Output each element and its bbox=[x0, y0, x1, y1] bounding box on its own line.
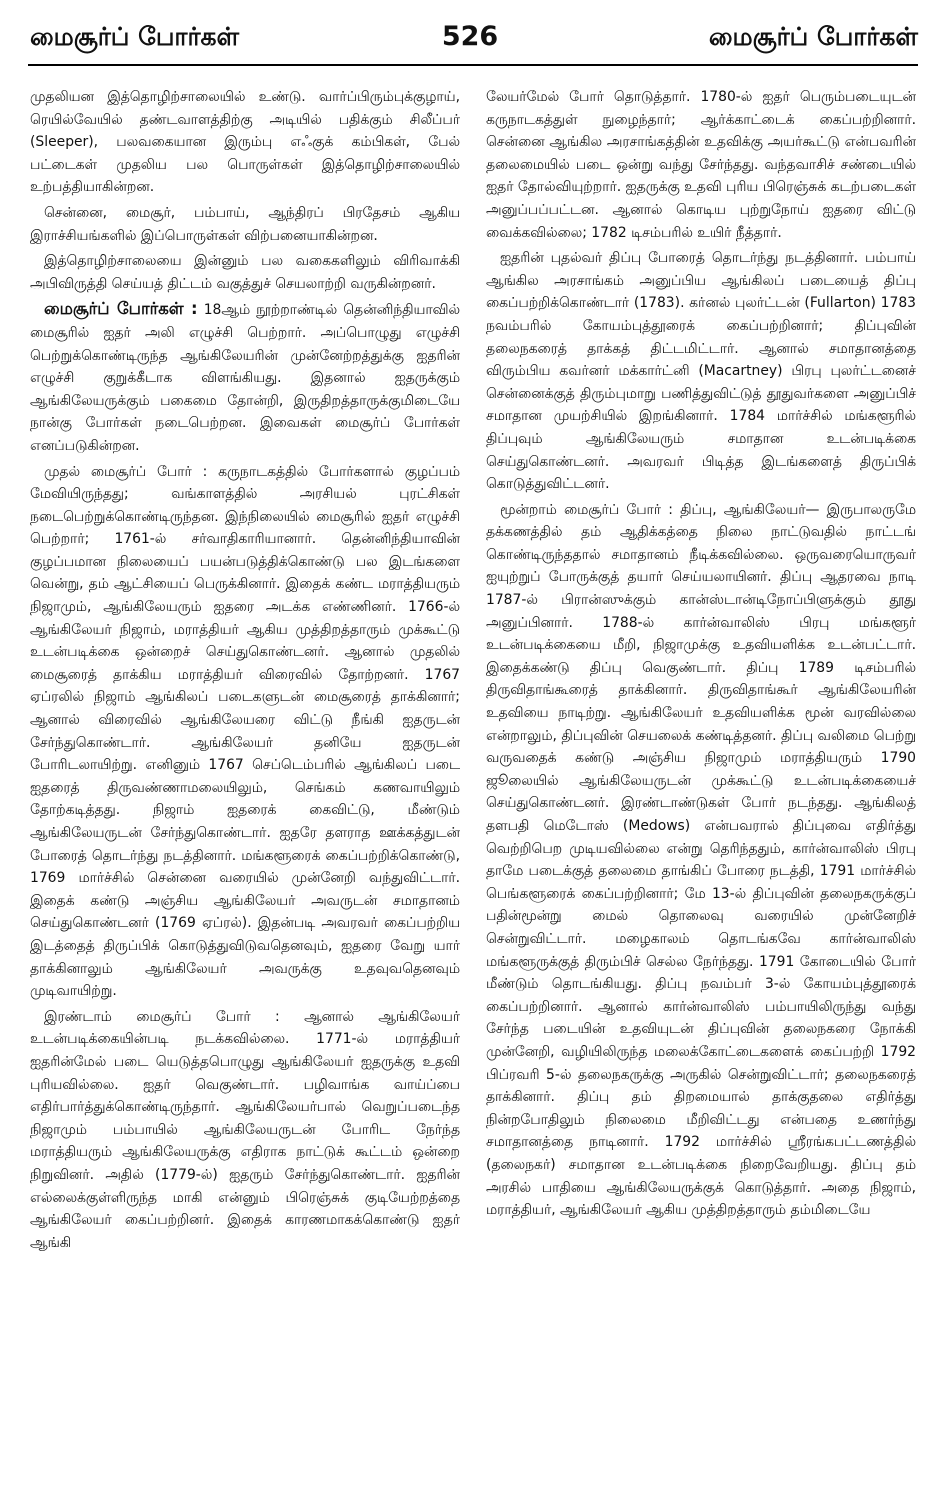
article-heading: மைசூர்ப் போர்கள் : bbox=[44, 299, 198, 319]
paragraph: சென்னை, மைசூர், பம்பாய், ஆந்திரப் பிரதேசம் ஆகிய இராச்சியங்களில் இப்பொருள்கள் விற்பனையாகின்றன. bbox=[30, 204, 460, 244]
paragraph: இத்தொழிற்சாலையை இன்னும் பல வகைகளிலும் விரிவாக்கி அபிவிருத்தி செய்யத் திட்டம் வகுத்துச் செயலாற்றி வருகின்றனர். bbox=[30, 253, 460, 292]
paragraph: லேயர்மேல் போர் தொடுத்தார். 1780-ல் ஐதர் பெரும்படையுடன் கருநாடகத்துள் நுழைந்தார்; ஆர்க்காட்டைக் கைப்பற்றினார். சென்னை ஆங்கில அரசாங்கத்தின் உதவிக்கு அயர்கூட்டு என்பவரின் தலைமையில் படை ஒன்று வந்து சேர்ந்தது. வந்தவாசிச் சண்டையில் ஐதர் தோல்வியுற்றார். ஐதருக்கு உதவி புரிய பிரெஞ்சுக் கடற்படைகள் அனுப்பப்பட்டன. ஆனால் கொடிய புற்றுநோய் ஐதரை விட்டு வைக்கவில்லை; 1782 டிசம்பரில் உயிர் நீத்தார். bbox=[486, 89, 916, 241]
running-head-left: மைசூர்ப் போர்கள் bbox=[30, 22, 240, 51]
article-text: 18ஆம் நூற்றாண்டில் தென்னிந்தியாவில் மைசூரில் ஐதர் அலி எழுச்சி பெற்றார். அப்பொழுது எழுச்சி பெற்றுக்கொண்டிருந்த ஆங்கிலேயரின் முன்னேற்றத்துக்கு ஐதரின் எழுச்சி குறுக்கீடாக விளங்கியது. இதனால் ஐதருக்கும் ஆங்கிலேயருக்கும் பகைமை தோன்றி, இருதிறத்தாருக்குமிடையே நான்கு போர்கள் நடைபெற்றன. இவைகள் மைசூர்ப் போர்கள் எனப்படுகின்றன. bbox=[30, 302, 460, 454]
article-entry bbox=[30, 298, 460, 457]
header-rule bbox=[28, 64, 918, 66]
running-head-right: மைசூர்ப் போர்கள் bbox=[708, 22, 918, 51]
right-column bbox=[486, 86, 916, 1486]
paragraph: மூன்றாம் மைசூர்ப் போர் : திப்பு, ஆங்கிலேயர்— இருபாலருமே தக்கணத்தில் தம் ஆதிக்கத்தை நிலை நாட்டுவதில் நாட்டங் கொண்டிருந்ததால் சமாதானம் நீடிக்கவில்லை. ஒருவரையொருவர் ஐயுற்றுப் போருக்குத் தயார் செய்யலாயினர். திப்பு ஆதரவை நாடி 1787-ல் பிரான்ஸுக்கும் கான்ஸ்டான்டிநோப்பிளுக்கும் தூது அனுப்பினார். 1788-ல் கார்ன்வாலிஸ் பிரபு மங்களூர் உடன்படிக்கையை மீறி, நிஜாமுக்கு உதவியளிக்க உடன்பட்டார். இதைக்கண்டு திப்பு வெகுண்டார். திப்பு 1789 டிசம்பரில் திருவிதாங்கூரைத் தாக்கினார். திருவிதாங்கூர் ஆங்கிலேயரின் உதவியை நாடிற்று. ஆங்கிலேயர் உதவியளிக்க மூன் வரவில்லை என்றாலும், திப்புவின் செயலைக் கண்டித்தனர். திப்பு வலிமை பெற்று வருவதைக் கண்டு அஞ்சிய நிஜாமும் மராத்தியரும் 1790 ஜூலையில் ஆங்கிலேயருடன் முக்கூட்டு உடன்படிக்கையைச் செய்துகொண்டனர். இரண்டாண்டுகள் போர் நடந்தது. ஆங்கிலத் தளபதி மெடோஸ் (Medows) என்பவரால் திப்புவை எதிர்த்து வெற்றிபெற முடியவில்லை என்று தெரிந்ததும், கார்ன்வாலிஸ் பிரபு தாமே படைக்குத் தலைமை தாங்கிப் போரை நடத்தி, 1791 மார்ச்சில் பெங்களூரைக் கைப்பற்றினார்; மே 13-ல் திப்புவின் தலைநகருக்குப் பதின்மூன்று மைல் தொலைவு வரையில் முன்னேறிச் சென்றுவிட்டார். மழைகாலம் தொடங்கவே கார்ன்வாலிஸ் மங்களூருக்குத் திரும்பிச் செல்ல நேர்ந்தது. 1791 கோடையில் போர் மீண்டும் தொடங்கியது. திப்பு நவம்பர் 3-ல் கோயம்புத்தூரைக் கைப்பற்றினார். ஆனால் கார்ன்வாலிஸ் பம்பாயிலிருந்து வந்து சேர்ந்த படையின் உதவியுடன் திப்புவின் தலைநகரை நோக்கி முன்னேறி, வழியிலிருந்த மலைக்கோட்டைகளைக் கைப்பற்றி 1792 பிப்ரவரி 5-ல் தலைநகருக்கு அருகில் சென்றுவிட்டார்; தலைநகரைத் தாக்கினார். திப்பு தம் திறமையால் தாக்குதலை எதிர்த்து நின்றபோதிலும் நிலைமை மீறிவிட்டது என்பதை உணர்ந்து சமாதானத்தை நாடினார். 1792 மார்ச்சில் ஸ்ரீரங்கபட்டணத்தில் (தலைநகர்) சமாதான உடன்படிக்கை நிறைவேறியது. திப்பு தம் அரசில் பாதியை ஆங்கிலேயருக்குக் கொடுத்தார். அதை நிஜாம், மராத்தியர், ஆங்கிலேயர் ஆகிய முத்திறத்தாரும் தம்மிடையே bbox=[486, 501, 916, 1219]
paragraph: முதல் மைசூர்ப் போர் : கருநாடகத்தில் போர்களால் குழப்பம் மேவியிருந்தது; வங்காளத்தில் அரசியல் புரட்சிகள் நடைபெற்றுக்கொண்டிருந்தன. இந்நிலையில் மைசூரில் ஐதர் எழுச்சி பெற்றார்; 1761-ல் சர்வாதிகாரியானார். தென்னிந்தியாவின் குழப்பமான நிலையைப் பயன்படுத்திக்கொண்டு பல இடங்களை வென்று, தம் ஆட்சியைப் பெருக்கினார். இதைக் கண்ட மராத்தியரும் நிஜாமும், ஆங்கிலேயரும் ஐதரை அடக்க எண்ணினர். 1766-ல் ஆங்கிலேயர் நிஜாம், மராத்தியர் ஆகிய முத்திறத்தாரும் முக்கூட்டு உடன்படிக்கை ஒன்றைச் செய்துகொண்டனர். ஆனால் முதலில் மைசூரைத் தாக்கிய மராத்தியர் விரைவில் தோற்றனர். 1767 ஏப்ரலில் நிஜாம் ஆங்கிலப் படைகளுடன் மைசூரைத் தாக்கினார்; ஆனால் விரைவில் ஆங்கிலேயரை விட்டு நீங்கி ஐதருடன் சேர்ந்துகொண்டார். ஆங்கிலேயர் தனியே ஐதருடன் போரிடலாயிற்று. எனினும் 1767 செப்டெம்பரில் ஆங்கிலப் படை ஐதரைத் திருவண்ணாமலையிலும், செங்கம் கணவாயிலும் தோற்கடித்தது. நிஜாம் ஐதரைக் கைவிட்டு, மீண்டும் ஆங்கிலேயருடன் சேர்ந்துகொண்டார். ஐதரே தளராத ஊக்கத்துடன் போரைத் தொடர்ந்து நடத்தினார். மங்களூரைக் கைப்பற்றிக்கொண்டு, 1769 மார்ச்சில் சென்னை வரையில் முன்னேறி வந்துவிட்டார். இதைக் கண்டு அஞ்சிய ஆங்கிலேயர் அவருடன் சமாதானம் செய்துகொண்டனர் (1769 ஏப்ரல்). இதன்படி அவரவர் கைப்பற்றிய இடத்தைத் திருப்பிக் கொடுத்துவிடுவதெனவும், ஐதரை வேறு யார் தாக்கினாலும் ஆங்கிலேயர் அவருக்கு உதவுவதெனவும் முடிவாயிற்று. bbox=[30, 463, 460, 1000]
page-number: 526 bbox=[441, 21, 499, 52]
paragraph: ஐதரின் புதல்வர் திப்பு போரைத் தொடர்ந்து நடத்தினார். பம்பாய் ஆங்கில அரசாங்கம் அனுப்பிய ஆங்கிலப் படையைத் திப்பு கைப்பற்றிக்கொண்டார் (1783). கர்னல் புலர்ட்டன் (Fullarton) 1783 நவம்பரில் கோயம்புத்தூரைக் கைப்பற்றினார்; திப்புவின் தலைநகரைத் தாக்கத் திட்டமிட்டார். ஆனால் சமாதானத்தை விரும்பிய கவர்னர் மக்கார்ட்னி (Macartney) பிரபு புலர்ட்டனைச் சென்னைக்குத் திரும்புமாறு பணித்துவிட்டுத் தூதுவர்களை அனுப்பிச் சமாதான முயற்சியில் இறங்கினார். 1784 மார்ச்சில் மங்களூரில் திப்புவும் ஆங்கிலேயரும் சமாதான உடன்படிக்கை செய்துகொண்டனர். அவரவர் பிடித்த இடங்களைத் திருப்பிக் கொடுத்துவிட்டனர். bbox=[486, 250, 916, 493]
paragraph: முதலியன இத்தொழிற்சாலையில் உண்டு. வார்ப்பிரும்புக்குழாய், ரெயில்வேயில் தண்டவாளத்திற்கு அடியில் பதிக்கும் சிலீப்பர் (Sleeper), பலவகையான இரும்பு எஃகுக் கம்பிகள், பேல் பட்டைகள் முதலிய பல பொருள்கள் இத்தொழிற்சாலையில் உற்பத்தியாகின்றன. bbox=[30, 89, 460, 196]
left-column bbox=[30, 86, 460, 1486]
paragraph: இரண்டாம் மைசூர்ப் போர் : ஆனால் ஆங்கிலேயர் உடன்படிக்கையின்படி நடக்கவில்லை. 1771-ல் மராத்தியர் ஐதரின்மேல் படை யெடுத்தபொழுது ஆங்கிலேயர் ஐதருக்கு உதவி புரியவில்லை. ஐதர் வெகுண்டார். பழிவாங்க வாய்ப்பை எதிர்பார்த்துக்கொண்டிருந்தார். ஆங்கிலேயர்பால் வெறுப்படைந்த நிஜாமும் பம்பாயில் ஆங்கிலேயருடன் போரிட நேர்ந்த மராத்தியரும் ஆங்கிலேயருக்கு எதிராக நாட்டுக் கூட்டம் ஒன்றை நிறுவினர். அதில் (1779-ல்) ஐதரும் சேர்ந்துகொண்டார். ஐதரின் எல்லைக்குள்ளிருந்த மாகி என்னும் பிரெஞ்சுக் குடியேற்றத்தை ஆங்கிலேயர் கைப்பற்றினர். இதைக் காரணமாகக்கொண்டு ஐதர் ஆங்கி bbox=[30, 1008, 460, 1251]
